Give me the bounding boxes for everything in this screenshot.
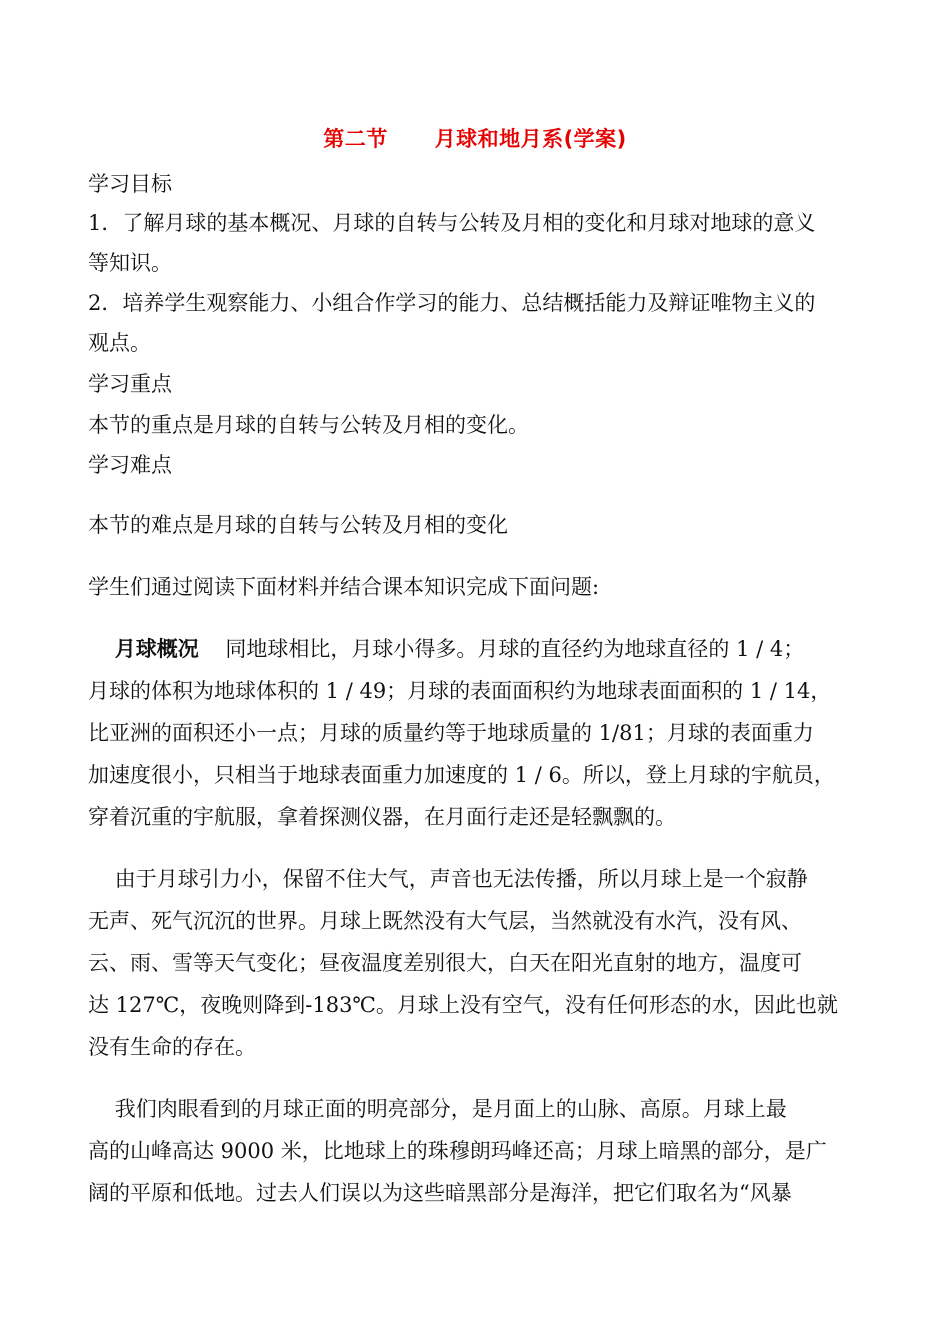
- para3-line1: 我们肉眼看到的月球正面的明亮部分，是月面上的山脉、高原。月球上最: [88, 1097, 787, 1121]
- para1-line1-rest: 同地球相比，月球小得多。月球的直径约为地球直径的 1 / 4；: [198, 637, 805, 661]
- objective-2-line1: 2．培养学生观察能力、小组合作学习的能力、总结概括能力及辩证唯物主义的: [88, 291, 816, 315]
- para2-line4: 达 127℃，夜晚则降到-183℃。月球上没有空气，没有任何形态的水，因此也就: [88, 993, 838, 1017]
- difficulty-text: 本节的难点是月球的自转与公转及月相的变化: [88, 513, 508, 537]
- page-title: 第二节 月球和地月系(学案): [323, 127, 627, 151]
- para3-line2: 高的山峰高达 9000 米，比地球上的珠穆朗玛峰还高；月球上暗黑的部分，是广: [88, 1139, 827, 1163]
- para2-line1: 由于月球引力小，保留不住大气，声音也无法传播，所以月球上是一个寂静: [88, 867, 808, 891]
- para1-line1: [88, 634, 878, 664]
- para1-line5: 穿着沉重的宇航服，拿着探测仪器，在月面行走还是轻飘飘的。: [88, 805, 676, 829]
- para1-label: 月球概况: [114, 637, 199, 661]
- objective-2-line2: 观点。: [88, 331, 151, 355]
- para2-line2: 无声、死气沉沉的世界。月球上既然没有大气层，当然就没有水汽，没有风、: [88, 909, 802, 933]
- objective-1-line2: 等知识。: [88, 251, 172, 275]
- key-heading: 学习重点: [88, 372, 172, 396]
- para1-line4: 加速度很小，只相当于地球表面重力加速度的 1 / 6。所以，登上月球的宇航员，: [88, 763, 835, 787]
- para3-line3: 阔的平原和低地。过去人们误以为这些暗黑部分是海洋，把它们取名为“风暴: [88, 1181, 792, 1205]
- para1-line2: 月球的体积为地球体积的 1 / 49；月球的表面面积约为地球表面面积的 1 / 14，: [88, 679, 832, 703]
- para1-line3: 比亚洲的面积还小一点；月球的质量约等于地球质量的 1/81；月球的表面重力: [88, 721, 814, 745]
- instruction-text: 学生们通过阅读下面材料并结合课本知识完成下面问题:: [88, 575, 600, 599]
- difficulty-heading: 学习难点: [88, 453, 172, 477]
- para2-line5: 没有生命的存在。: [88, 1035, 256, 1059]
- objective-1-line1: 1．了解月球的基本概况、月球的自转与公转及月相的变化和月球对地球的意义: [88, 211, 816, 235]
- objectives-heading: 学习目标: [88, 172, 172, 196]
- para2-line3: 云、雨、雪等天气变化；昼夜温度差别很大，白天在阳光直射的地方，温度可: [88, 951, 802, 975]
- key-text: 本节的重点是月球的自转与公转及月相的变化。: [88, 413, 529, 437]
